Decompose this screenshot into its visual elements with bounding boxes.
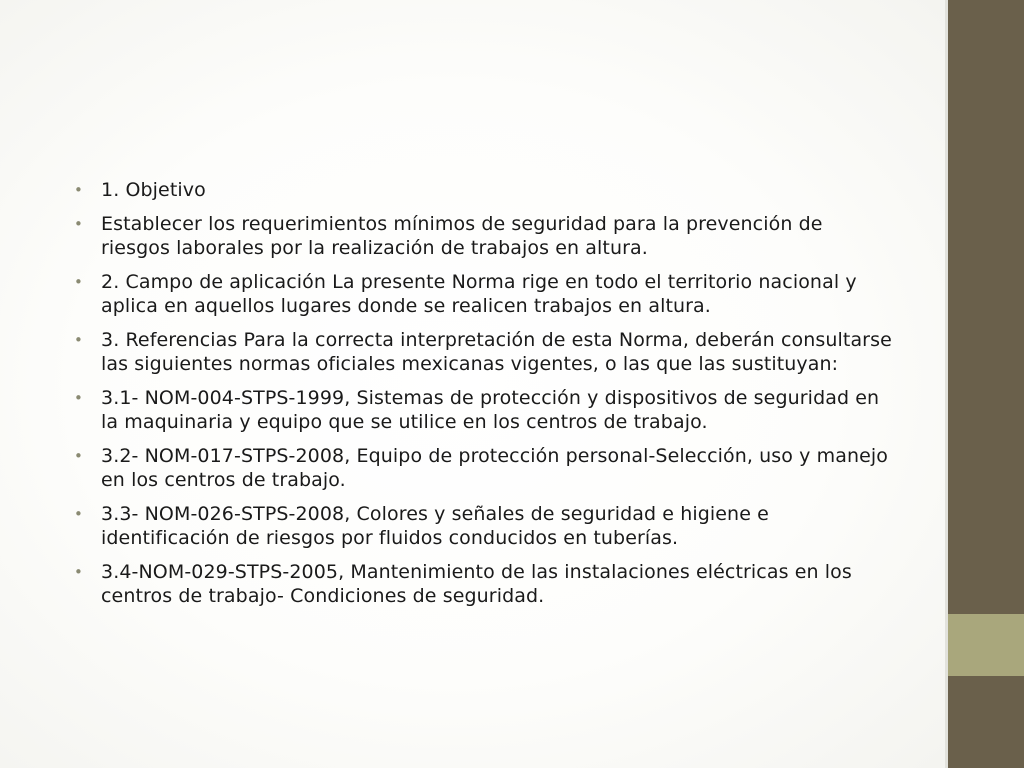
bullet-item bbox=[74, 212, 894, 260]
bullet-marker: • bbox=[74, 563, 83, 581]
bullet-marker: • bbox=[74, 389, 83, 407]
bullet-list bbox=[74, 178, 894, 618]
bullet-marker: • bbox=[74, 273, 83, 291]
bullet-item bbox=[74, 178, 894, 202]
bullet-text: 2. Campo de aplicación La presente Norma rige en todo el territorio nacional y aplica en aquellos lugares donde se realicen trabajos en altura. bbox=[101, 271, 857, 317]
bullet-item bbox=[74, 386, 894, 434]
bullet-text: 3.3- NOM-026-STPS-2008, Colores y señales de seguridad e higiene e identificación de riesgos por fluidos conducidos en tuberías. bbox=[101, 503, 769, 549]
bullet-marker: • bbox=[74, 447, 83, 465]
bullet-marker: • bbox=[74, 215, 83, 233]
bullet-item bbox=[74, 444, 894, 492]
bullet-text: 1. Objetivo bbox=[101, 179, 206, 201]
bullet-text: 3. Referencias Para la correcta interpretación de esta Norma, deberán consultarse las siguientes normas oficiales mexicanas vigentes, o las que las sustituyan: bbox=[101, 329, 892, 375]
decorative-side-accent-block bbox=[948, 614, 1024, 676]
bullet-marker: • bbox=[74, 331, 83, 349]
bullet-marker: • bbox=[74, 505, 83, 523]
bullet-text: 3.4-NOM-029-STPS-2005, Mantenimiento de las instalaciones eléctricas en los centros de trabajo- Condiciones de seguridad. bbox=[101, 561, 852, 607]
bullet-item bbox=[74, 502, 894, 550]
bullet-text: Establecer los requerimientos mínimos de seguridad para la prevención de riesgos laborales por la realización de trabajos en altura. bbox=[101, 213, 823, 259]
bullet-item bbox=[74, 270, 894, 318]
bullet-item bbox=[74, 560, 894, 608]
bullet-text: 3.2- NOM-017-STPS-2008, Equipo de protección personal-Selección, uso y manejo en los centros de trabajo. bbox=[101, 445, 889, 491]
bullet-marker: • bbox=[74, 181, 83, 199]
bullet-text: 3.1- NOM-004-STPS-1999, Sistemas de protección y dispositivos de seguridad en la maquinaria y equipo que se utilice en los centros de trabajo. bbox=[101, 387, 880, 433]
bullet-item bbox=[74, 328, 894, 376]
